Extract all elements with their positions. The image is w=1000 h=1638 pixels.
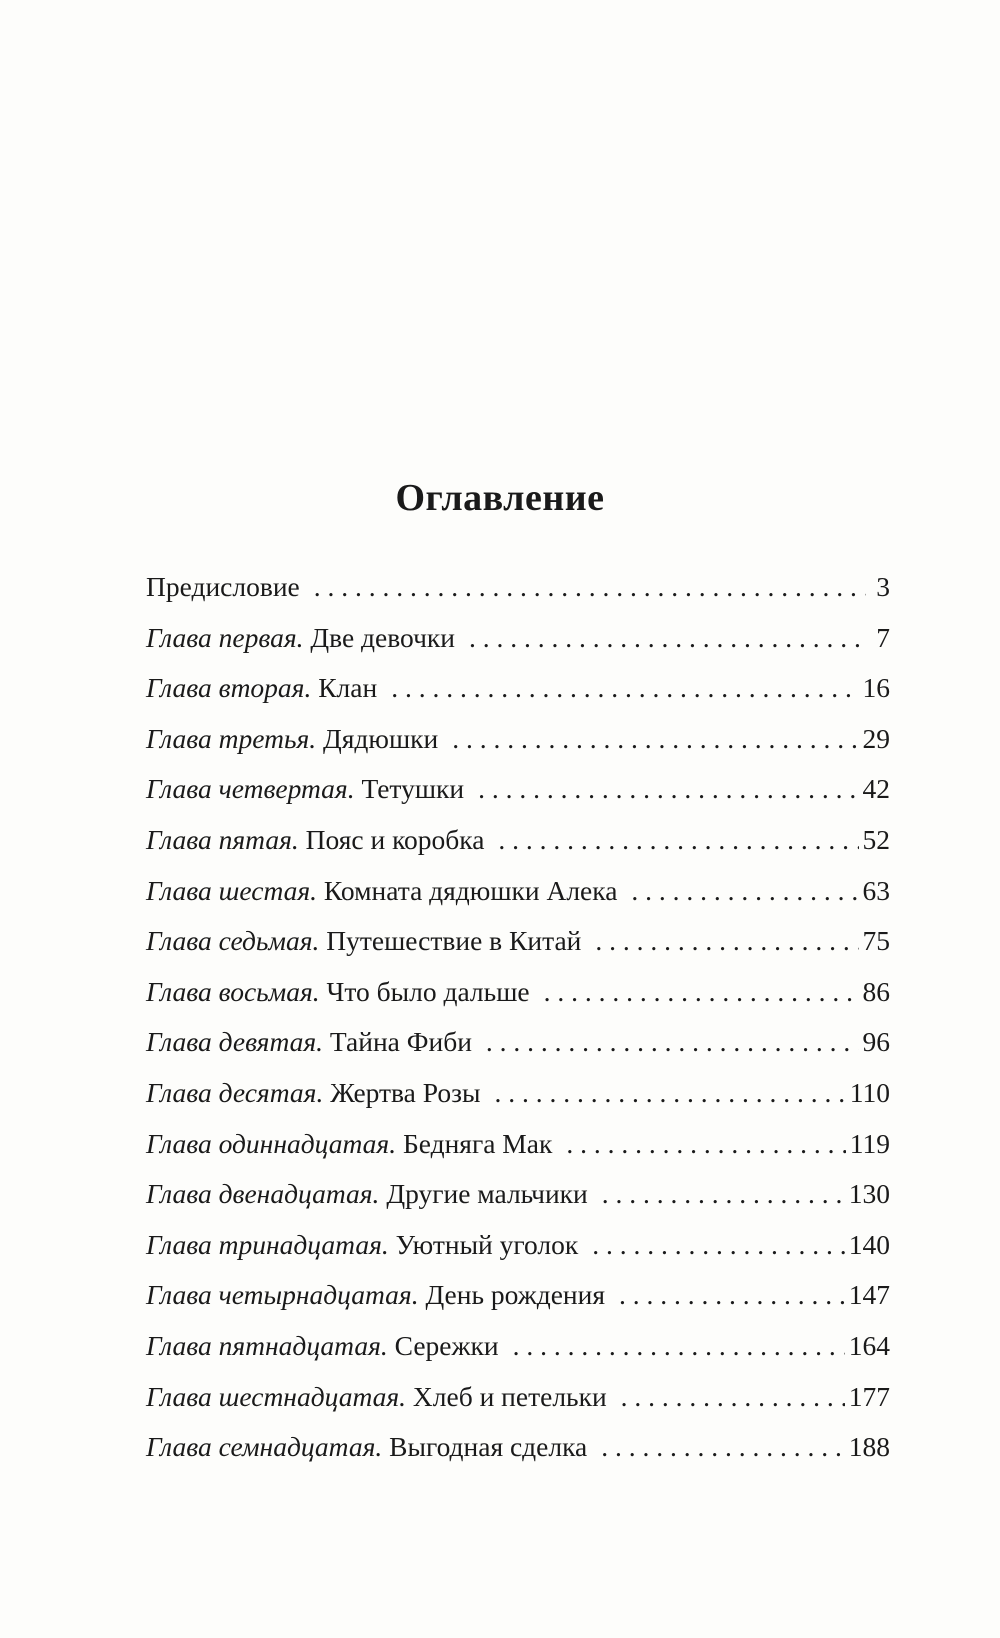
toc-entry-title: Сережки xyxy=(394,1329,499,1361)
toc-chapter-label: Глава пятнадцатая. xyxy=(146,1329,388,1361)
toc-chapter-label: Глава пятая. xyxy=(146,823,299,855)
toc-page-number: 52 xyxy=(862,823,890,855)
toc-page-number: 140 xyxy=(848,1228,890,1260)
toc-entry-label xyxy=(146,1177,588,1211)
toc-dot-leader xyxy=(601,1430,844,1464)
toc-chapter-label: Глава двенадцатая. xyxy=(146,1178,380,1210)
toc-dot-leader xyxy=(494,1076,845,1110)
toc-entry-title: Другие мальчики xyxy=(386,1178,588,1210)
toc-entry-title: Жертва Розы xyxy=(330,1076,481,1108)
toc-page-number: 29 xyxy=(862,722,890,754)
toc-entry-label xyxy=(146,671,377,705)
toc-chapter-label: Глава четырнадцатая. xyxy=(146,1279,419,1311)
toc-page-number: 177 xyxy=(848,1380,890,1412)
toc-page-number: 119 xyxy=(849,1127,890,1159)
toc-page-number: 7 xyxy=(876,621,890,653)
toc-dot-leader xyxy=(595,924,858,958)
toc-chapter-label: Глава шестнадцатая. xyxy=(146,1380,407,1412)
toc-chapter-label: Глава седьмая. xyxy=(146,925,320,957)
toc-entry-title: Две девочки xyxy=(310,621,455,653)
toc-entry xyxy=(146,1177,890,1228)
toc-page-number: 3 xyxy=(876,571,890,602)
toc-entry-title: Тайна Фиби xyxy=(329,1026,472,1058)
toc-entry-title: Предисловие xyxy=(146,571,300,602)
toc-page-number: 63 xyxy=(862,874,890,906)
toc-entry xyxy=(146,1076,890,1127)
toc-page-number: 42 xyxy=(862,773,890,805)
toc-chapter-label: Глава первая. xyxy=(146,621,304,653)
toc-page-number: 16 xyxy=(862,672,890,704)
toc-page-number: 147 xyxy=(848,1279,890,1311)
toc-chapter-label: Глава одиннадцатая. xyxy=(146,1127,397,1159)
toc-entry-title: Дядюшки xyxy=(323,722,439,754)
toc-entry-title: Пояс и коробка xyxy=(305,823,485,855)
toc-entry xyxy=(146,1228,890,1279)
toc-entry-label xyxy=(146,772,464,806)
toc-entry-title: Тетушки xyxy=(361,773,465,805)
toc-entry xyxy=(146,823,890,874)
toc-entry-label xyxy=(146,1127,552,1161)
toc-entry-title: Выгодная сделка xyxy=(389,1431,588,1463)
toc-entry-title: Бедняга Мак xyxy=(402,1127,553,1159)
toc-entry-title: Что было дальше xyxy=(326,975,530,1007)
toc-chapter-label: Глава тринадцатая. xyxy=(146,1228,389,1260)
toc-chapter-label: Глава семнадцатая. xyxy=(146,1431,383,1463)
toc-entry xyxy=(146,772,890,823)
toc-entry-label xyxy=(146,722,438,756)
toc-entry xyxy=(146,671,890,722)
toc-entry-label xyxy=(146,874,617,908)
toc-dot-leader xyxy=(314,570,866,604)
toc-entry-title: Уютный уголок xyxy=(395,1228,579,1260)
toc-entry-label xyxy=(146,823,484,857)
toc-chapter-label: Глава девятая. xyxy=(146,1026,324,1058)
toc-page-number: 110 xyxy=(849,1076,890,1108)
toc-entry xyxy=(146,975,890,1026)
toc-entry-title: Комната дядюшки Алека xyxy=(323,874,618,906)
toc-entry-label xyxy=(146,1025,472,1059)
toc-dot-leader xyxy=(621,1380,845,1414)
toc-chapter-label: Глава восьмая. xyxy=(146,975,320,1007)
toc-entry-label xyxy=(146,1278,605,1312)
toc-dot-leader xyxy=(513,1329,845,1363)
toc-entry-title: Клан xyxy=(318,672,378,704)
toc-entry-label xyxy=(146,1430,587,1464)
toc-entry xyxy=(146,924,890,975)
toc-chapter-label: Глава десятая. xyxy=(146,1076,324,1108)
toc-dot-leader xyxy=(619,1278,845,1312)
toc-dot-leader xyxy=(478,772,858,806)
toc-entry-title: Путешествие в Китай xyxy=(326,925,582,957)
toc-chapter-label: Глава вторая. xyxy=(146,672,312,704)
toc-dot-leader xyxy=(486,1025,859,1059)
toc-page-number: 75 xyxy=(862,925,890,957)
toc-chapter-label: Глава третья. xyxy=(146,722,317,754)
toc-entry-label xyxy=(146,1076,480,1110)
toc-entry xyxy=(146,874,890,925)
toc-dot-leader xyxy=(469,621,866,655)
toc-entry-label xyxy=(146,1228,578,1262)
toc-dot-leader xyxy=(498,823,858,857)
toc-dot-leader xyxy=(602,1177,845,1211)
toc-entry xyxy=(146,722,890,773)
toc-entry-title: Хлеб и петельки xyxy=(412,1380,607,1412)
toc-page-number: 86 xyxy=(862,975,890,1007)
toc-entry xyxy=(146,1127,890,1178)
toc-entry-label xyxy=(146,975,530,1009)
toc-page-number: 164 xyxy=(848,1329,890,1361)
toc-dot-leader xyxy=(592,1228,845,1262)
toc-entry-label xyxy=(146,621,455,655)
toc-entry xyxy=(146,1025,890,1076)
toc-page-number: 96 xyxy=(862,1026,890,1058)
toc-page-number: 130 xyxy=(848,1178,890,1210)
toc-dot-leader xyxy=(566,1127,845,1161)
toc-entry-label xyxy=(146,1329,499,1363)
toc-dot-leader xyxy=(452,722,858,756)
page-title: Оглавление xyxy=(395,477,605,519)
toc-dot-leader xyxy=(631,874,858,908)
toc-entry-label xyxy=(146,1380,607,1414)
toc-entry xyxy=(146,621,890,672)
toc-entry xyxy=(146,1380,890,1431)
toc-entry-label xyxy=(146,924,581,958)
toc-entry xyxy=(146,1329,890,1380)
toc-entry-label xyxy=(146,570,300,604)
toc-dot-leader xyxy=(544,975,859,1009)
toc-entry xyxy=(146,1430,890,1481)
toc-chapter-label: Глава четвертая. xyxy=(146,773,355,805)
toc-chapter-label: Глава шестая. xyxy=(146,874,318,906)
toc-entry xyxy=(146,1278,890,1329)
toc-dot-leader xyxy=(391,671,858,705)
toc-entry-title: День рождения xyxy=(425,1279,605,1311)
toc-page-number: 188 xyxy=(848,1431,890,1463)
toc-entry xyxy=(146,570,890,621)
table-of-contents xyxy=(146,570,890,1481)
